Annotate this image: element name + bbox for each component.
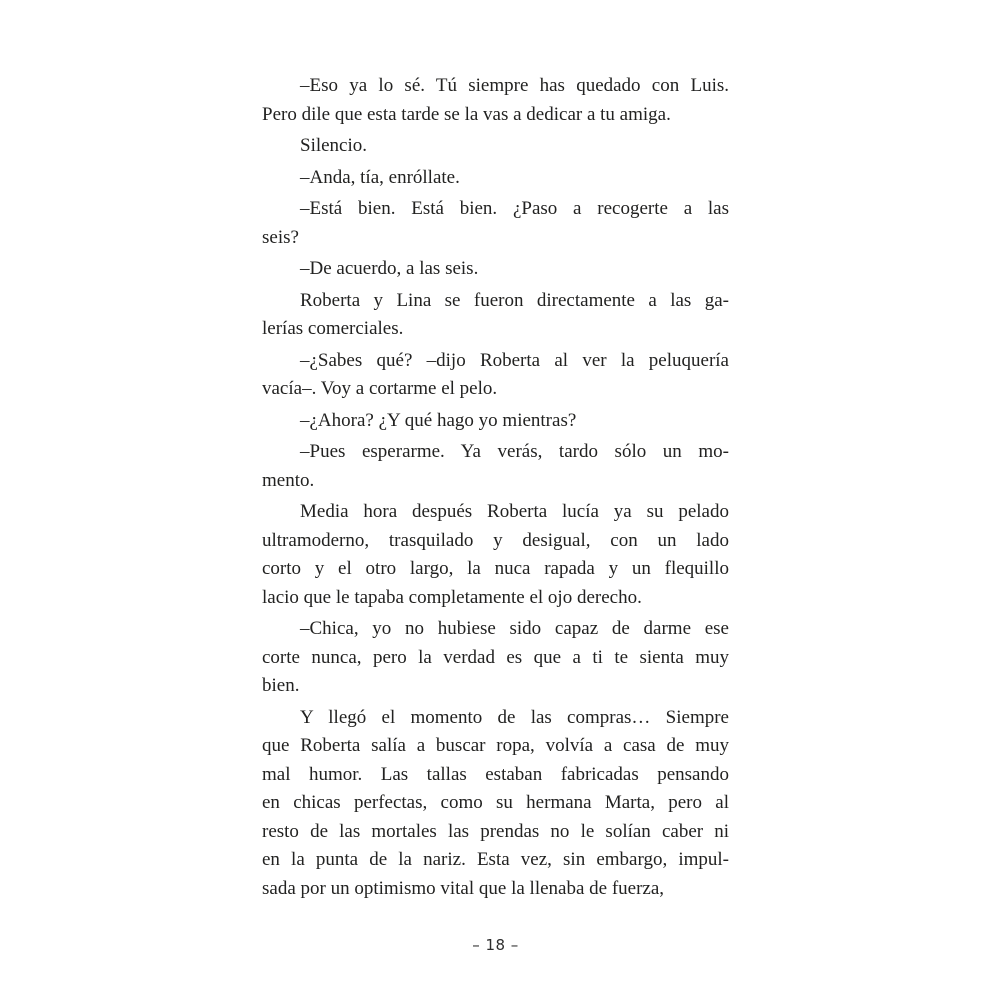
paragraph <box>262 164 729 193</box>
text-line: bien. <box>262 675 300 696</box>
paragraph <box>262 72 729 129</box>
text-line: en la punta de la nariz. Esta vez, sin embargo, impul- <box>262 849 729 870</box>
text-line: lerías comerciales. <box>262 318 404 339</box>
paragraph <box>262 438 729 495</box>
text-line: seis? <box>262 226 299 248</box>
text-line: corte nunca, pero la verdad es que a ti te sienta muy <box>262 646 729 668</box>
text-line: –Chica, yo no hubiese sido capaz de darme ese <box>300 618 729 639</box>
paragraph <box>262 407 729 436</box>
paragraph <box>262 615 729 701</box>
text-line: en chicas perfectas, como su hermana Marta, pero al <box>262 792 729 813</box>
text-line: –Eso ya lo sé. Tú siempre has quedado con Luis. <box>300 75 729 96</box>
paragraph <box>262 287 729 344</box>
text-line: sada por un optimismo vital que la llenaba de fuerza, <box>262 877 665 899</box>
text-line: vacía–. Voy a cortarme el pelo. <box>262 378 498 399</box>
text-line: –Anda, tía, enróllate. <box>300 166 460 188</box>
text-line: Y llegó el momento de las compras… Siempre <box>300 706 729 728</box>
text-line: corto y el otro largo, la nuca rapada y un flequillo <box>262 558 729 579</box>
text-line: Pero dile que esta tarde se la vas a dedicar a tu amiga. <box>262 103 671 125</box>
text-line: mal humor. Las tallas estaban fabricadas pensando <box>262 763 729 785</box>
text-line: –Está bien. Está bien. ¿Paso a recogerte a las <box>300 198 729 219</box>
paragraph <box>262 132 729 161</box>
paragraph <box>262 704 729 904</box>
paragraph <box>262 255 729 284</box>
text-line: resto de las mortales las prendas no le solían caber ni <box>262 820 729 842</box>
text-line: –¿Ahora? ¿Y qué hago yo mientras? <box>300 409 577 431</box>
text-line: lacio que le tapaba completamente el ojo derecho. <box>262 586 642 608</box>
text-line: Roberta y Lina se fueron directamente a las ga- <box>300 289 729 311</box>
text-line: ultramoderno, trasquilado y desigual, con un lado <box>262 529 729 551</box>
paragraph <box>262 347 729 404</box>
page-text-block <box>262 72 729 903</box>
page-number: – 18 – <box>472 936 519 954</box>
paragraph <box>262 498 729 612</box>
text-line: mento. <box>262 469 315 491</box>
text-line: –De acuerdo, a las seis. <box>300 258 479 279</box>
text-line: que Roberta salía a buscar ropa, volvía a casa de muy <box>262 735 729 756</box>
text-line: –¿Sabes qué? –dijo Roberta al ver la peluquería <box>300 349 729 371</box>
text-line: Media hora después Roberta lucía ya su pelado <box>300 501 729 522</box>
text-line: Silencio. <box>300 135 368 156</box>
text-line: –Pues esperarme. Ya verás, tardo sólo un mo- <box>300 441 729 462</box>
paragraph <box>262 195 729 252</box>
